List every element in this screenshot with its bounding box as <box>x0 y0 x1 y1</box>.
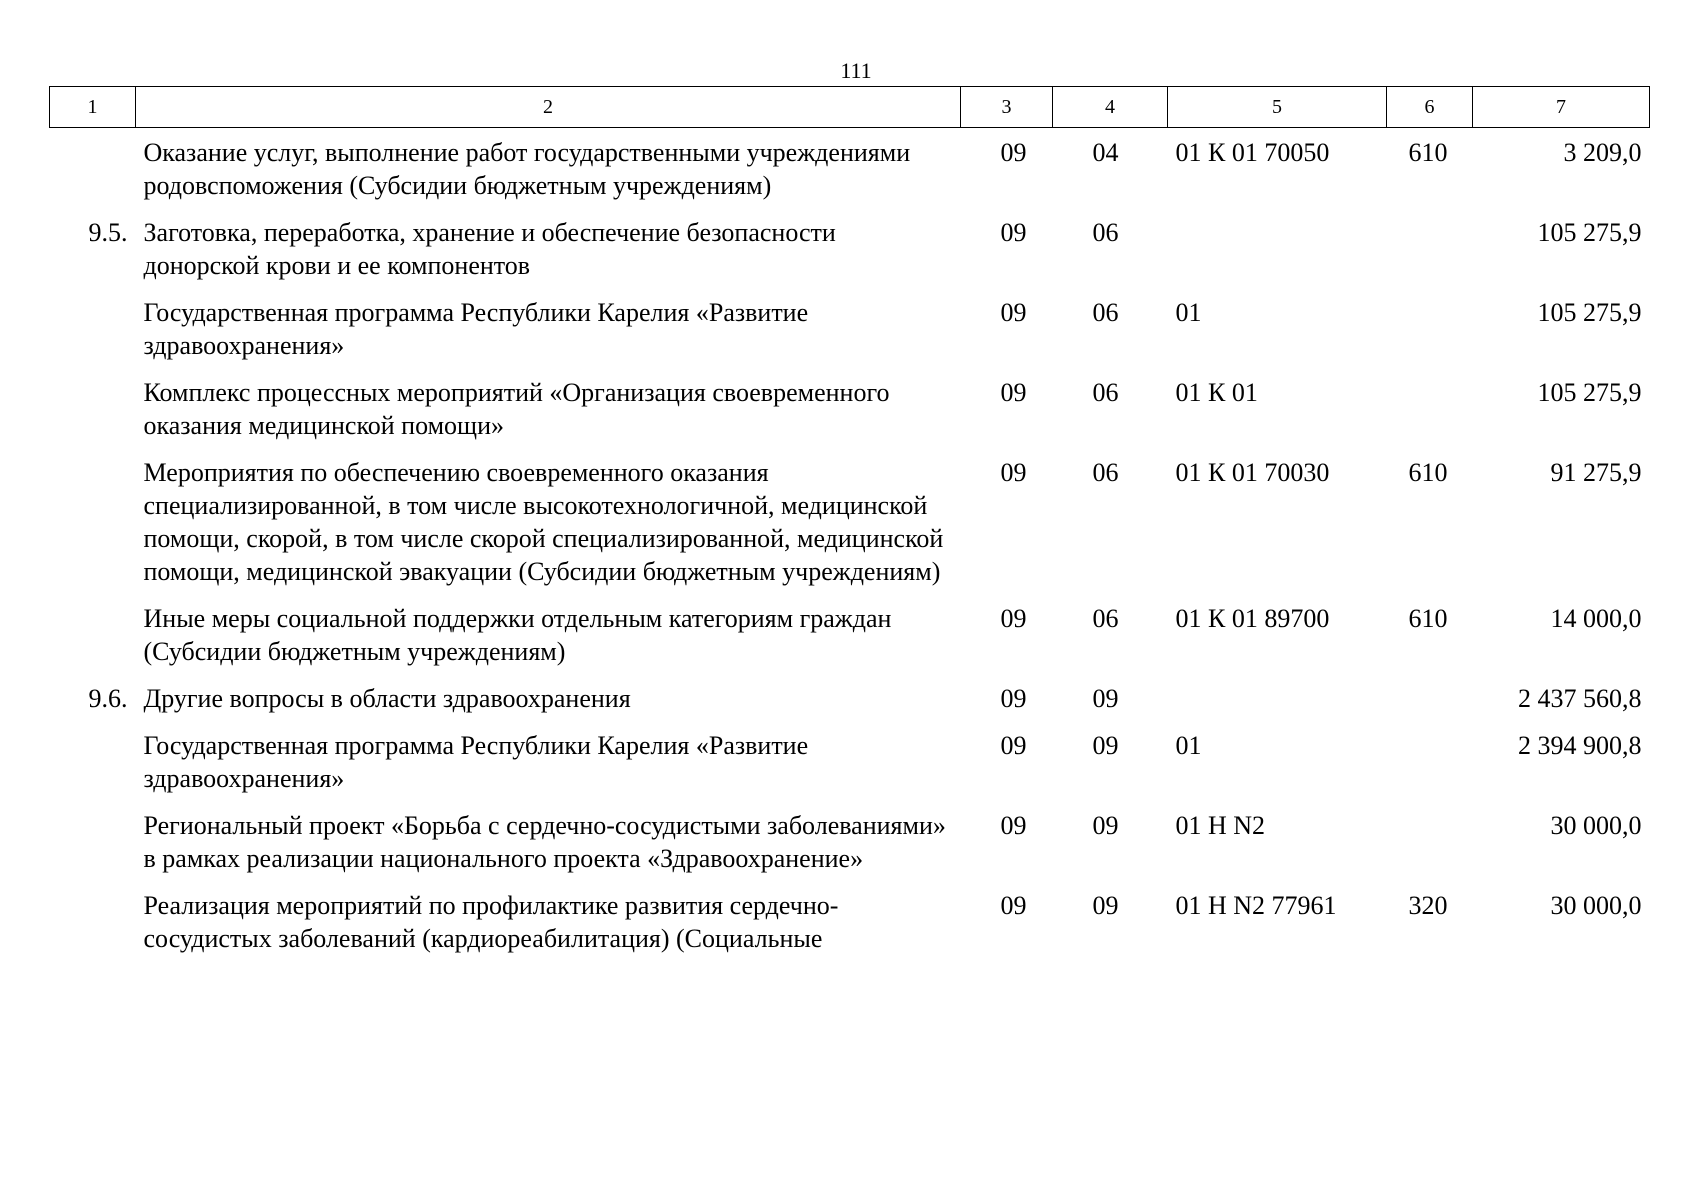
row-description: Другие вопросы в области здравоохранения <box>143 684 631 713</box>
row-expense-type <box>1387 682 1473 729</box>
row-subsection: 09 <box>1092 731 1119 760</box>
budget-table <box>49 86 1650 969</box>
table-body <box>50 128 1650 970</box>
row-number <box>50 296 136 376</box>
row-subsection: 09 <box>1092 684 1119 713</box>
row-section: 09 <box>1000 684 1027 713</box>
row-description: Оказание услуг, выполнение работ государственными учреждениями родовспоможения (Субсидии бюджетным учреждениям) <box>143 138 911 200</box>
row-target-code: 01 <box>1175 298 1202 327</box>
row-section: 09 <box>1000 604 1027 633</box>
row-amount: 30 000,0 <box>1550 891 1642 920</box>
row-target-code: 01 К 01 89700 <box>1175 604 1330 633</box>
row-description: Региональный проект «Борьба с сердечно-сосудистыми заболеваниями» в рамках реализации национального проекта «Здравоохранение» <box>143 811 946 873</box>
row-target-code: 01 К 01 70050 <box>1175 138 1330 167</box>
row-target-code <box>1168 216 1387 296</box>
row-number <box>50 729 136 809</box>
row-number <box>50 602 136 682</box>
row-section: 09 <box>1000 218 1027 247</box>
row-expense-type: 610 <box>1408 138 1448 167</box>
row-amount: 105 275,9 <box>1537 218 1642 247</box>
row-section: 09 <box>1000 891 1027 920</box>
row-amount: 2 394 900,8 <box>1518 731 1642 760</box>
row-subsection: 06 <box>1092 218 1119 247</box>
row-number: 9.5. <box>88 218 128 247</box>
row-description: Иные меры социальной поддержки отдельным категориям граждан (Субсидии бюджетным учреждениям) <box>143 604 892 666</box>
row-amount: 14 000,0 <box>1550 604 1642 633</box>
table-row <box>50 128 1650 217</box>
row-amount: 105 275,9 <box>1537 298 1642 327</box>
row-expense-type: 320 <box>1408 891 1448 920</box>
header-row <box>50 87 1650 128</box>
column-header-7: 7 <box>1473 87 1650 128</box>
table-row <box>50 216 1650 296</box>
row-description: Мероприятия по обеспечению своевременного оказания специализированной, в том числе высокотехнологичной, медицинской помощи, скорой, в том числе скорой специализированной, медицинской помощи, медицинской эвакуации (Субсидии бюджетным учреждениям) <box>143 458 944 586</box>
row-section: 09 <box>1000 731 1027 760</box>
row-section: 09 <box>1000 458 1027 487</box>
row-expense-type <box>1387 809 1473 889</box>
row-description: Государственная программа Республики Карелия «Развитие здравоохранения» <box>143 298 809 360</box>
row-number <box>50 456 136 602</box>
column-header-1: 1 <box>50 87 136 128</box>
table-row <box>50 889 1650 969</box>
row-section: 09 <box>1000 378 1027 407</box>
page-number: 111 <box>840 58 872 83</box>
row-subsection: 06 <box>1092 604 1119 633</box>
row-amount: 2 437 560,8 <box>1518 684 1642 713</box>
row-subsection: 09 <box>1092 891 1119 920</box>
row-section: 09 <box>1000 811 1027 840</box>
row-subsection: 09 <box>1092 811 1119 840</box>
row-description: Комплекс процессных мероприятий «Организация своевременного оказания медицинской помощи» <box>143 378 890 440</box>
row-number <box>50 889 136 969</box>
table-row <box>50 376 1650 456</box>
row-expense-type <box>1387 729 1473 809</box>
table-row <box>50 809 1650 889</box>
row-description: Государственная программа Республики Карелия «Развитие здравоохранения» <box>143 731 809 793</box>
column-header-2: 2 <box>136 87 961 128</box>
row-number <box>50 376 136 456</box>
table-row <box>50 602 1650 682</box>
row-subsection: 06 <box>1092 458 1119 487</box>
table-header <box>50 87 1650 128</box>
row-section: 09 <box>1000 298 1027 327</box>
row-expense-type: 610 <box>1408 604 1448 633</box>
row-description: Реализация мероприятий по профилактике развития сердечно-сосудистых заболеваний (кардиореабилитация) (Социальные <box>143 891 839 953</box>
row-description: Заготовка, переработка, хранение и обеспечение безопасности донорской крови и ее компонентов <box>143 218 836 280</box>
column-header-6: 6 <box>1387 87 1473 128</box>
column-header-5: 5 <box>1168 87 1387 128</box>
row-subsection: 06 <box>1092 378 1119 407</box>
row-expense-type <box>1387 376 1473 456</box>
row-target-code: 01 Н N2 77961 <box>1175 891 1337 920</box>
row-target-code <box>1168 682 1387 729</box>
table-row <box>50 729 1650 809</box>
row-expense-type <box>1387 296 1473 376</box>
row-subsection: 06 <box>1092 298 1119 327</box>
column-header-4: 4 <box>1053 87 1168 128</box>
column-header-3: 3 <box>961 87 1053 128</box>
row-target-code: 01 <box>1175 731 1202 760</box>
table-row <box>50 456 1650 602</box>
table-row <box>50 682 1650 729</box>
row-expense-type: 610 <box>1408 458 1448 487</box>
row-expense-type <box>1387 216 1473 296</box>
row-amount: 91 275,9 <box>1550 458 1642 487</box>
table-row <box>50 296 1650 376</box>
row-target-code: 01 Н N2 <box>1175 811 1266 840</box>
row-number <box>50 128 136 217</box>
row-subsection: 04 <box>1092 138 1119 167</box>
row-amount: 3 209,0 <box>1563 138 1642 167</box>
row-target-code: 01 К 01 <box>1175 378 1258 407</box>
row-amount: 105 275,9 <box>1537 378 1642 407</box>
row-number <box>50 809 136 889</box>
row-section: 09 <box>1000 138 1027 167</box>
row-target-code: 01 К 01 70030 <box>1175 458 1330 487</box>
row-amount: 30 000,0 <box>1550 811 1642 840</box>
row-number: 9.6. <box>88 684 128 713</box>
